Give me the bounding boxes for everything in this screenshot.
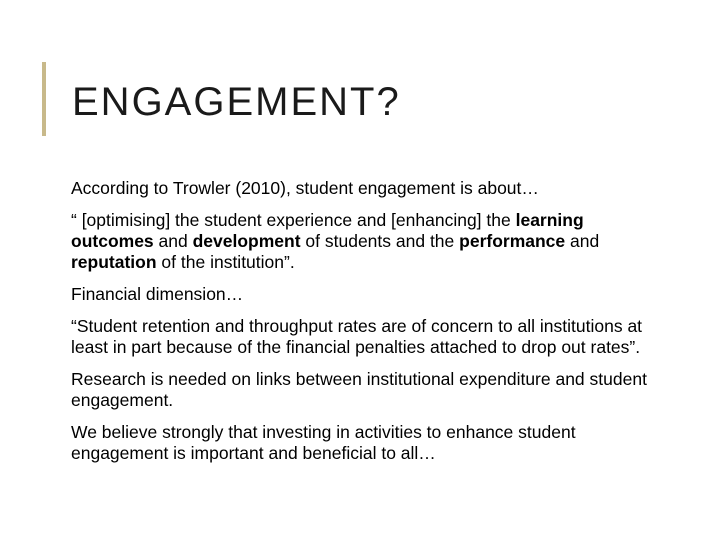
emphasis-learning-outcomes: learning outcomes <box>71 210 584 251</box>
text-segment: and <box>565 231 600 251</box>
paragraph-financial-dimension <box>71 284 671 305</box>
paragraph-research-needed <box>71 369 671 411</box>
paragraph-trowler-quote <box>71 210 671 273</box>
slide-body <box>71 178 671 475</box>
text-segment: Research is needed on links between institutional expenditure and student engagement. <box>71 369 647 410</box>
text-segment: of students and the <box>300 231 460 251</box>
text-segment: We believe strongly that investing in activities to enhance student engagement is important and beneficial to all… <box>71 422 576 463</box>
emphasis-performance: performance <box>459 231 566 251</box>
paragraph-trowler-intro <box>71 178 671 199</box>
text-segment: “Student retention and throughput rates are of concern to all institutions at least in part because of the financial penalties attached to drop out rates”. <box>71 316 643 357</box>
paragraph-belief-statement <box>71 422 671 464</box>
emphasis-development: development <box>192 231 301 251</box>
title-accent-bar <box>42 62 46 136</box>
text-segment: and <box>153 231 193 251</box>
text-segment: Financial dimension… <box>71 284 244 304</box>
text-segment: of the institution”. <box>156 252 295 272</box>
text-segment: According to Trowler (2010), student engagement is about… <box>71 178 539 198</box>
slide-title: ENGAGEMENT? <box>72 80 401 124</box>
emphasis-reputation: reputation <box>71 252 157 272</box>
text-segment: “ [optimising] the student experience and [enhancing] the <box>71 210 516 230</box>
paragraph-retention-quote <box>71 316 671 358</box>
